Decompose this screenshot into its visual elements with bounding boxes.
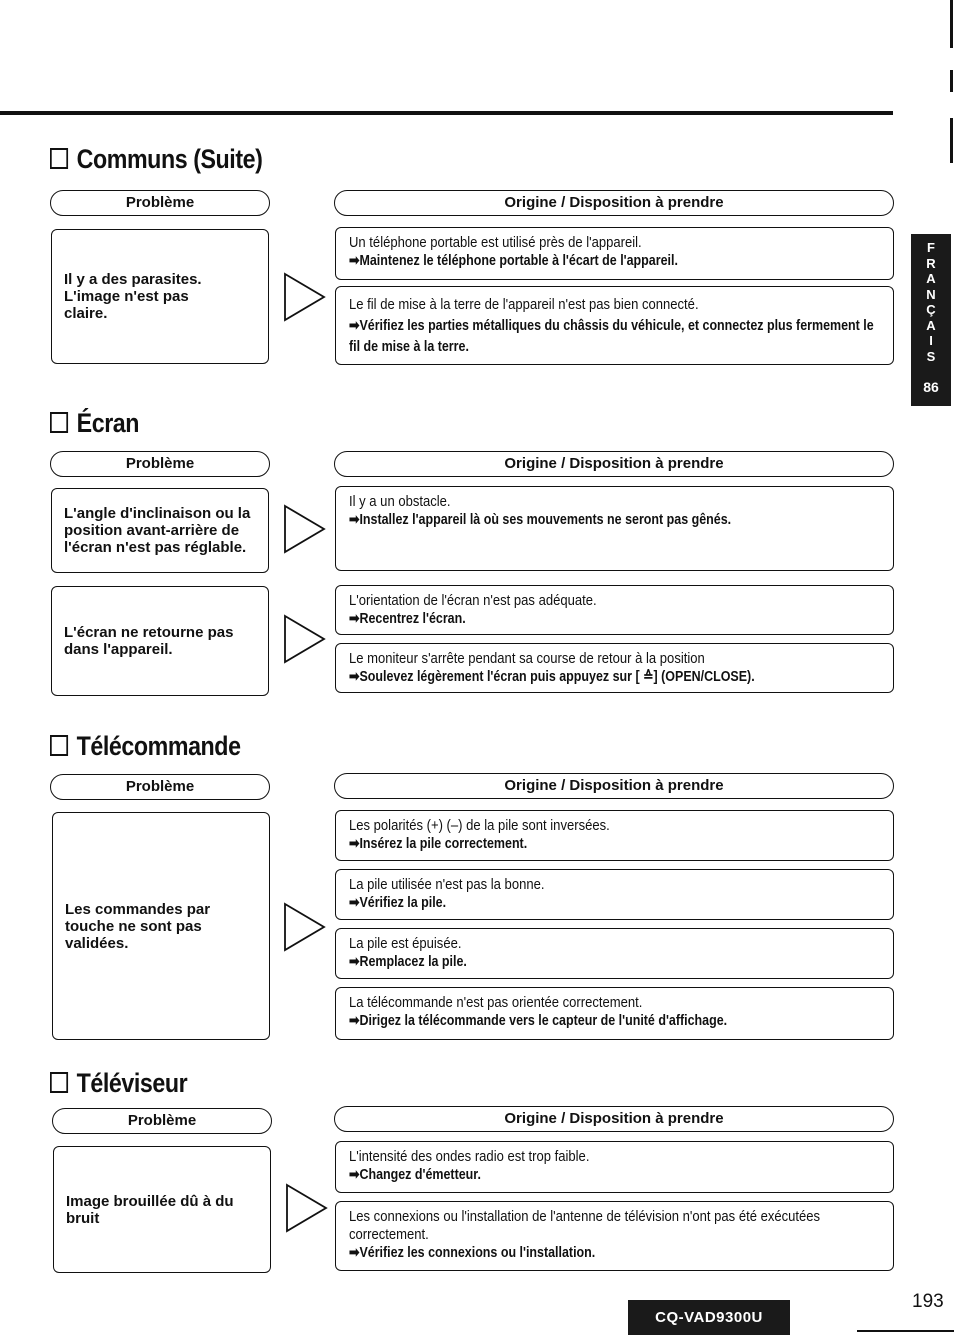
- right-edge-mark: [950, 70, 953, 92]
- cause-column-header: Origine / Disposition à prendre: [334, 190, 894, 216]
- section-title: Communs (Suite): [50, 144, 262, 175]
- cause-box: La pile utilisée n'est pas la bonne. ➡Vérifiez la pile.: [335, 869, 894, 920]
- problem-box: Image brouillée dû à du bruit: [53, 1146, 271, 1273]
- problem-column-header: Problème: [50, 190, 270, 216]
- cause-box: La télécommande n'est pas orientée correctement. ➡Dirigez la télécommande vers le capteur de l'unité d'affichage.: [335, 987, 894, 1040]
- cause-box: Il y a un obstacle. ➡Installez l'appareil là où ses mouvements ne seront pas gênés.: [335, 486, 894, 571]
- problem-column-header: Problème: [50, 774, 270, 800]
- section-title: Télécommande: [50, 731, 241, 762]
- problem-box: L'angle d'inclinaison ou la position avant-arrière de l'écran n'est pas réglable.: [51, 488, 269, 573]
- cause-box: La pile est épuisée. ➡Remplacez la pile.: [335, 928, 894, 979]
- cause-box: Les polarités (+) (–) de la pile sont inversées. ➡Insérez la pile correctement.: [335, 810, 894, 861]
- right-edge-mark: [950, 118, 953, 163]
- arrow-right-icon: [282, 272, 328, 322]
- arrow-right-icon: [282, 504, 328, 554]
- cause-column-header: Origine / Disposition à prendre: [334, 773, 894, 799]
- checkbox-square-icon: [50, 412, 68, 433]
- problem-column-header: Problème: [52, 1108, 272, 1134]
- cause-column-header: Origine / Disposition à prendre: [334, 1106, 894, 1132]
- section-title: Écran: [50, 408, 139, 439]
- header-rule: [0, 111, 893, 115]
- cause-box: Le moniteur s'arrête pendant sa course de retour à la position ➡Soulevez légèrement l'écran puis appuyez sur [ ≙] (OPEN/CLOSE).: [335, 643, 894, 693]
- cause-box: L'orientation de l'écran n'est pas adéquate. ➡Recentrez l'écran.: [335, 585, 894, 635]
- problem-box: L'écran ne retourne pas dans l'appareil.: [51, 586, 269, 696]
- problem-box: Il y a des parasites. L'image n'est pas claire.: [51, 229, 269, 364]
- checkbox-square-icon: [50, 1072, 68, 1093]
- arrow-right-icon: [282, 614, 328, 664]
- cause-column-header: Origine / Disposition à prendre: [334, 451, 894, 477]
- cause-box: Le fil de mise à la terre de l'appareil n'est pas bien connecté. ➡Vérifiez les parties métalliques du châssis du véhicule, et connectez plus fermement le fil de mise à la terre.: [335, 286, 894, 365]
- arrow-right-icon: [284, 1183, 330, 1233]
- problem-column-header: Problème: [50, 451, 270, 477]
- right-edge-mark: [950, 0, 953, 48]
- cause-box: Un téléphone portable est utilisé près de l'appareil. ➡Maintenez le téléphone portable à l'écart de l'appareil.: [335, 227, 894, 280]
- language-letters: F R A N Ç A I S: [926, 240, 936, 364]
- cause-box: L'intensité des ondes radio est trop faible. ➡Changez d'émetteur.: [335, 1141, 894, 1193]
- checkbox-square-icon: [50, 148, 68, 169]
- cause-box: Les connexions ou l'installation de l'antenne de télévision n'ont pas été exécutées correctement. ➡Vérifiez les connexions ou l'installation.: [335, 1201, 894, 1271]
- section-title: Téléviseur: [50, 1068, 187, 1099]
- checkbox-square-icon: [50, 735, 68, 756]
- arrow-right-icon: [282, 902, 328, 952]
- problem-box: Les commandes par touche ne sont pas validées.: [52, 812, 270, 1040]
- language-side-tab: [911, 234, 951, 406]
- model-name-badge: CQ-VAD9300U: [628, 1300, 790, 1335]
- section-page-number: 86: [923, 379, 939, 395]
- footer-rule: [857, 1330, 954, 1332]
- page-number: 193: [912, 1291, 944, 1312]
